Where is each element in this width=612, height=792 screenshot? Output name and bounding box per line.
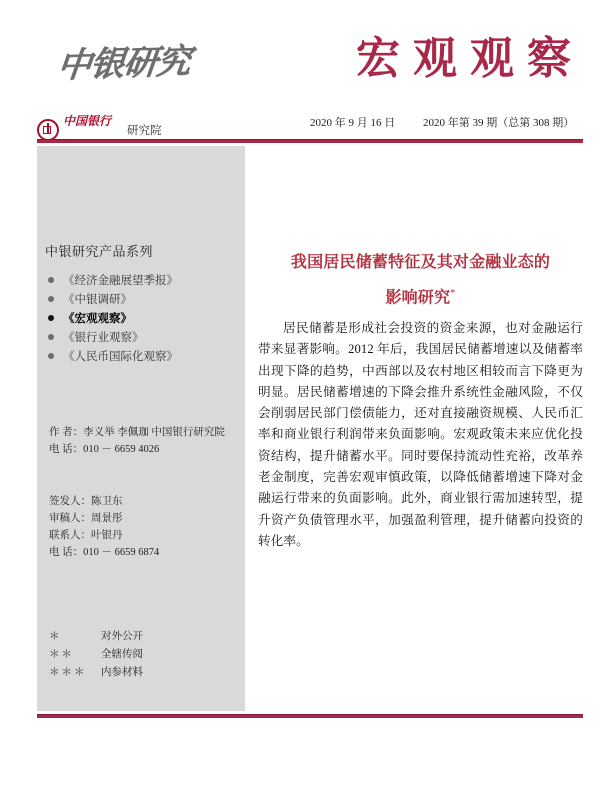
- authors-line: 作 者：李义举 李佩珈 中国银行研究院: [49, 427, 225, 438]
- article-title-line-2-wrap: [258, 278, 583, 313]
- bullet-icon: [48, 334, 54, 340]
- main-column: [258, 146, 583, 711]
- legend-mark: ＊: [49, 631, 62, 642]
- publication-title: 宏观观察: [356, 34, 584, 83]
- boc-name-cn: 中国银行: [63, 114, 112, 128]
- legend-text: 内参材料: [101, 667, 143, 678]
- article-title-line-1: 我国居民储蓄特征及其对金融业态的: [290, 254, 551, 271]
- legend-mark: ＊＊: [49, 649, 74, 660]
- sidebar-item-rmb-guojihua[interactable]: [45, 346, 240, 365]
- institute-label: 研究院: [127, 125, 162, 137]
- contact-line: 联系人：叶银丹: [49, 530, 123, 541]
- sidebar-item-label: 《经济金融展望季报》: [63, 274, 178, 287]
- issue-number: 2020 年第 39 期（总第 308 期）: [423, 117, 575, 129]
- sidebar-item-zhongyin-diaoyan[interactable]: [45, 289, 240, 308]
- title-footnote-marker: *: [450, 288, 456, 299]
- footer-divider-rule: [37, 714, 583, 718]
- sidebar-item-label: 《宏观观察》: [63, 312, 132, 325]
- legend-row: [49, 646, 143, 664]
- article-title-line-2: 影响研究: [385, 289, 451, 307]
- sidebar-panel: [37, 146, 245, 711]
- sidebar-item-label: 《银行业观察》: [63, 331, 144, 344]
- legend-text: 对外公开: [101, 631, 143, 642]
- sidebar-item-yinhangye-guancha[interactable]: [45, 327, 240, 346]
- issue-date: 2020 年 9 月 16 日: [310, 117, 396, 129]
- subheader: [0, 110, 612, 138]
- sidebar-heading: 中银研究产品系列: [45, 244, 154, 259]
- legend-row: [49, 664, 143, 682]
- bullet-icon: [48, 296, 54, 302]
- contact-phone-line: 电 话：010 － 6659 6874: [49, 547, 160, 558]
- boc-emblem-icon: [37, 119, 59, 141]
- legend-text: 全辖传阅: [101, 649, 143, 660]
- bullet-icon: [48, 315, 54, 321]
- classification-legend: [49, 628, 143, 682]
- sidebar-item-jingji-jinrong[interactable]: [45, 270, 240, 289]
- reviewer-line: 审稿人：周景彤: [49, 513, 123, 524]
- sidebar-item-hongguan-guancha[interactable]: [45, 308, 240, 327]
- author-phone-line: 电 话：010 － 6659 4026: [49, 444, 160, 455]
- legend-row: [49, 628, 143, 646]
- masthead: [0, 22, 612, 100]
- product-series-list: [45, 270, 240, 365]
- sidebar-item-label: 《中银调研》: [63, 293, 132, 306]
- article-abstract: 居民储蓄是形成社会投资的资金来源，也对金融运行带来显著影响。2012 年后，我国居民储蓄增速以及储蓄率出现下降的趋势，中西部以及农村地区相较而言下降更为明显。居民储蓄增速的下降会推升系统性金融风险，不仅会削弱居民部门偿债能力，还对直接融资规模、人民币汇率和商业银行利润带来负面影响。宏观政策未来应优化投资结构，提升储蓄水平。同时要保持流动性充裕，改革养老金制度，完善宏观审慎政策，以降低储蓄增速下降对金融运行带来的负面影响。此外，商业银行需加速转型，提升资产负债管理水平，加强盈利管理，提升储蓄向投资的转化率。: [258, 321, 583, 548]
- bullet-icon: [48, 277, 54, 283]
- brand-script-logo: 中银研究: [55, 43, 192, 85]
- bullet-icon: [48, 353, 54, 359]
- article-title: [258, 247, 583, 313]
- signer-line: 签发人：陈卫东: [49, 496, 123, 507]
- sidebar-item-label: 《人民币国际化观察》: [63, 350, 178, 363]
- header-divider-rule: [37, 139, 583, 143]
- legend-mark: ＊＊＊: [49, 667, 87, 678]
